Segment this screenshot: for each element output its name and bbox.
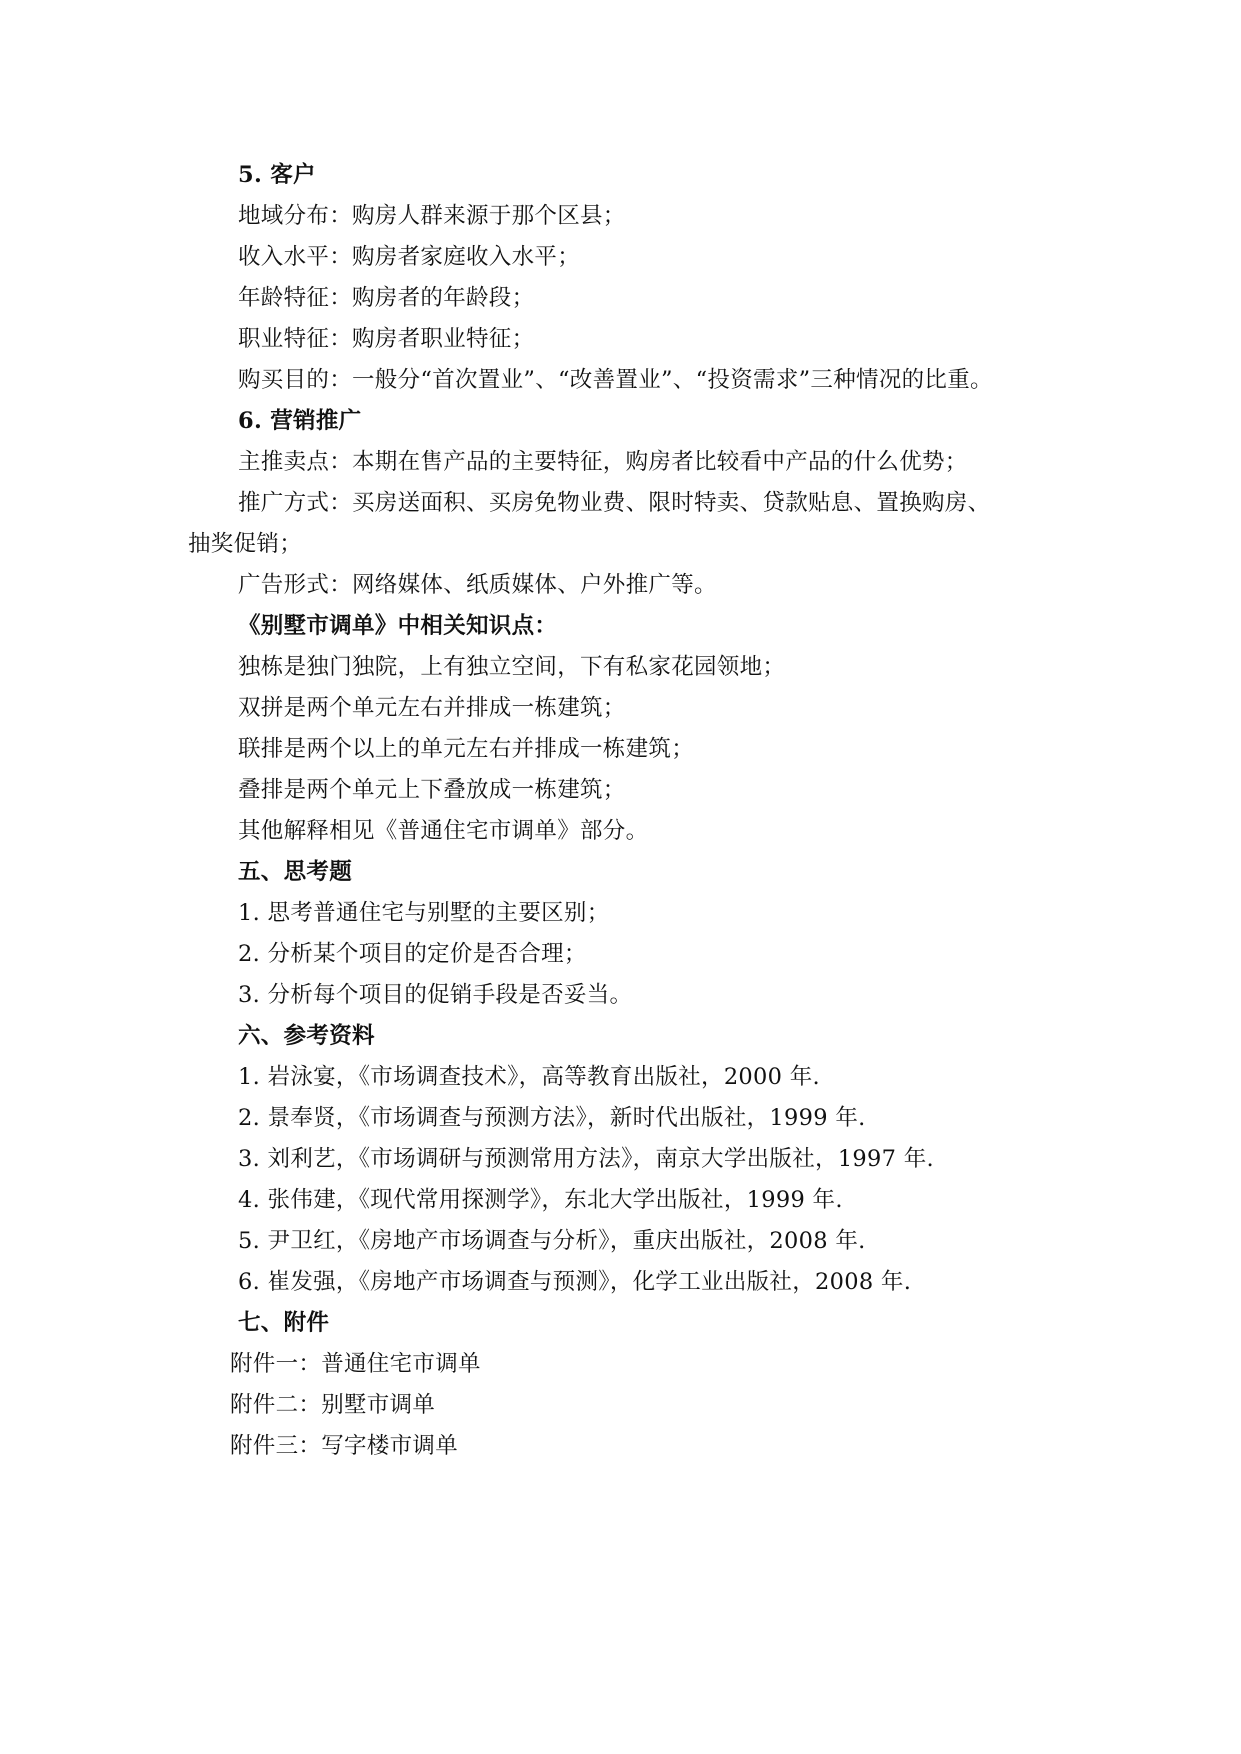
text-line: 叠排是两个单元上下叠放成一栋建筑； [238, 777, 626, 803]
text-line: 双拼是两个单元左右并排成一栋建筑； [238, 695, 626, 721]
reference-item: 4. 张伟建，《现代常用探测学》，东北大学出版社，1999 年. [238, 1187, 843, 1213]
list-item: 1. 思考普通住宅与别墅的主要区别； [238, 900, 610, 926]
reference-item: 6. 崔发强，《房地产市场调查与预测》，化学工业出版社，2008 年. [238, 1269, 912, 1295]
list-item: 2. 分析某个项目的定价是否合理； [238, 941, 587, 967]
text-line: 购买目的：一般分“首次置业”、“改善置业”、“投资需求”三种情况的比重。 [238, 367, 993, 393]
text-line: 广告形式：网络媒体、纸质媒体、户外推广等。 [238, 572, 717, 598]
reference-item: 1. 岩泳宴，《市场调查技术》，高等教育出版社，2000 年. [238, 1064, 820, 1090]
section-heading-references: 六、参考资料 [238, 1023, 375, 1049]
text-line: 独栋是独门独院，上有独立空间，下有私家花园领地； [238, 654, 786, 680]
reference-item: 5. 尹卫红，《房地产市场调查与分析》，重庆出版社，2008 年. [238, 1228, 866, 1254]
section-heading-marketing: 6. 营销推广 [238, 408, 362, 434]
section-heading-questions: 五、思考题 [238, 859, 353, 885]
reference-item: 2. 景奉贤，《市场调查与预测方法》，新时代出版社，1999 年. [238, 1105, 866, 1131]
text-line: 职业特征：购房者职业特征； [238, 326, 535, 352]
text-line: 联排是两个以上的单元左右并排成一栋建筑； [238, 736, 695, 762]
text-line: 其他解释相见《普通住宅市调单》部分。 [238, 818, 649, 844]
attachment-item: 附件二：别墅市调单 [230, 1392, 436, 1418]
section-heading-villa-knowledge: 《别墅市调单》中相关知识点： [238, 613, 558, 639]
list-item: 3. 分析每个项目的促销手段是否妥当。 [238, 982, 633, 1008]
attachment-item: 附件三：写字楼市调单 [230, 1433, 459, 1459]
section-heading-attachments: 七、附件 [238, 1310, 330, 1336]
text-line: 主推卖点：本期在售产品的主要特征，购房者比较看中产品的什么优势； [238, 449, 968, 475]
section-heading-customer: 5. 客户 [238, 162, 316, 188]
reference-item: 3. 刘利艺，《市场调研与预测常用方法》，南京大学出版社，1997 年. [238, 1146, 934, 1172]
text-line: 推广方式：买房送面积、买房免物业费、限时特卖、贷款贴息、置换购房、 [238, 490, 991, 516]
text-line: 抽奖促销； [188, 531, 303, 557]
attachment-item: 附件一：普通住宅市调单 [230, 1351, 481, 1377]
text-line: 地域分布：购房人群来源于那个区县； [238, 203, 626, 229]
text-line: 年龄特征：购房者的年龄段； [238, 285, 535, 311]
text-line: 收入水平：购房者家庭收入水平； [238, 244, 581, 270]
